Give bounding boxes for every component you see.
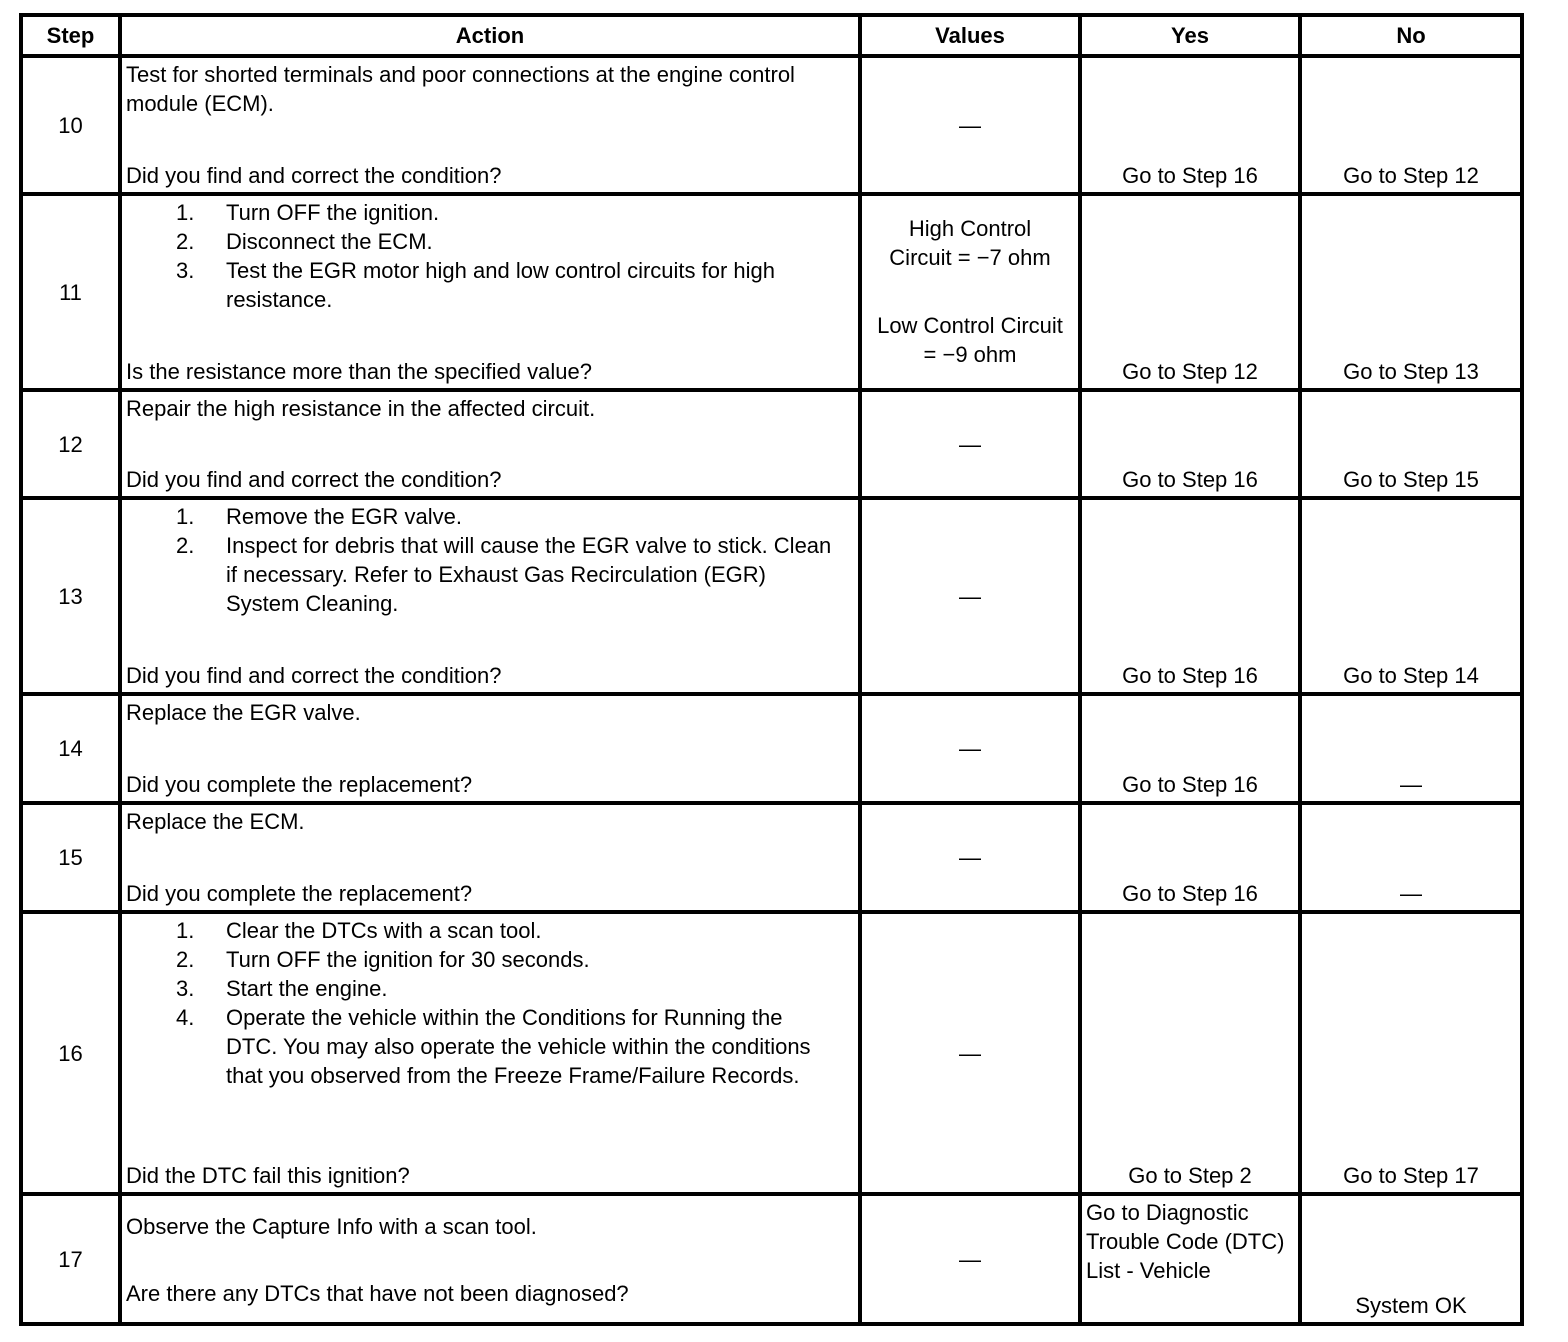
yes-link[interactable]: Go to Step 2: [1128, 1163, 1252, 1188]
header-step: Step: [21, 15, 120, 56]
values-dash: —: [959, 112, 981, 138]
values-dash: —: [959, 431, 981, 457]
list-item: 2. Turn OFF the ignition for 30 seconds.: [176, 947, 590, 972]
list-item: 1. Clear the DTCs with a scan tool.: [176, 918, 542, 943]
no-link[interactable]: Go to Step 17: [1343, 1163, 1479, 1188]
header-yes: Yes: [1080, 15, 1300, 56]
yes-link[interactable]: Go to Diagnostic Trouble Code (DTC) List - Vehicle: [1086, 1200, 1285, 1283]
action-text: Replace the ECM.: [126, 809, 305, 834]
values-dash: —: [959, 845, 981, 870]
list-item: 3. Test the EGR motor high and low control circuits for high resistance.: [176, 258, 776, 312]
action-steps: [126, 916, 854, 1090]
list-item: 4. Operate the vehicle within the Conditions for Running the DTC. You may also operate the vehicle within the conditions that you observed from the Freeze Frame/Failure Records.: [176, 1005, 811, 1088]
step-number: 12: [21, 390, 120, 498]
action-question: Did you complete the replacement?: [126, 772, 473, 797]
yes-link[interactable]: Go to Step 16: [1122, 772, 1258, 797]
no-link[interactable]: Go to Step 13: [1343, 359, 1479, 384]
action-question: Did you complete the replacement?: [126, 881, 473, 906]
header-action: Action: [120, 15, 860, 56]
yes-link[interactable]: Go to Step 12: [1122, 359, 1258, 384]
table-row-step-11: [21, 194, 1522, 390]
step-number: 10: [21, 56, 120, 194]
no-result: System OK: [1355, 1293, 1467, 1318]
step-number: 15: [21, 803, 120, 912]
table-row-step-16: [21, 912, 1522, 1194]
table-row-step-14: [21, 694, 1522, 803]
values-dash: —: [959, 583, 981, 609]
action-question: Did you find and correct the condition?: [126, 163, 502, 188]
values-dash: —: [959, 736, 981, 761]
action-steps: [126, 198, 854, 314]
no-dash: —: [1400, 772, 1422, 797]
values-dash: —: [959, 1246, 981, 1272]
action-text: Test for shorted terminals and poor connections at the engine control module (ECM).: [126, 62, 795, 116]
header-values: Values: [860, 15, 1080, 56]
list-item: 3. Start the engine.: [176, 976, 388, 1001]
step-number: 16: [21, 912, 120, 1194]
step-number: 13: [21, 498, 120, 694]
step-number: 11: [21, 194, 120, 390]
table-row-step-13: [21, 498, 1522, 694]
list-item: 1. Remove the EGR valve.: [176, 504, 462, 529]
action-question: Did you find and correct the condition?: [126, 663, 502, 688]
step-number: 14: [21, 694, 120, 803]
yes-link[interactable]: Go to Step 16: [1122, 663, 1258, 688]
action-text: Observe the Capture Info with a scan tool.: [126, 1214, 537, 1239]
list-item: 1. Turn OFF the ignition.: [176, 200, 440, 225]
action-question: Did you find and correct the condition?: [126, 467, 502, 492]
no-link[interactable]: Go to Step 14: [1343, 663, 1479, 688]
table-row-step-10: [21, 56, 1522, 194]
step-number: 17: [21, 1194, 120, 1324]
action-text: Repair the high resistance in the affected circuit.: [126, 396, 596, 421]
action-question: Did the DTC fail this ignition?: [126, 1163, 410, 1188]
list-item: 2. Disconnect the ECM.: [176, 229, 433, 254]
value-high-control: High Control Circuit = −7 ohm: [889, 216, 1051, 270]
yes-link[interactable]: Go to Step 16: [1122, 881, 1258, 906]
header-row: [21, 15, 1522, 56]
table-row-step-15: [21, 803, 1522, 912]
yes-link[interactable]: Go to Step 16: [1122, 163, 1258, 188]
no-link[interactable]: Go to Step 12: [1343, 163, 1479, 188]
diagnostic-table: [19, 13, 1524, 1326]
action-question: Are there any DTCs that have not been diagnosed?: [126, 1281, 629, 1306]
values-dash: —: [959, 1040, 981, 1066]
action-steps: [126, 502, 854, 618]
list-item: 2. Inspect for debris that will cause the EGR valve to stick. Clean if necessary. Refer to Exhaust Gas Recirculation (EGR) System Cleaning.: [176, 533, 832, 616]
no-dash: —: [1400, 881, 1422, 906]
value-low-control: Low Control Circuit = −9 ohm: [877, 313, 1063, 367]
no-link[interactable]: Go to Step 15: [1343, 467, 1479, 492]
header-no: No: [1300, 15, 1522, 56]
action-question: Is the resistance more than the specified value?: [126, 359, 592, 384]
action-text: Replace the EGR valve.: [126, 700, 361, 725]
yes-link[interactable]: Go to Step 16: [1122, 467, 1258, 492]
table-row-step-17: [21, 1194, 1522, 1324]
table-row-step-12: [21, 390, 1522, 498]
